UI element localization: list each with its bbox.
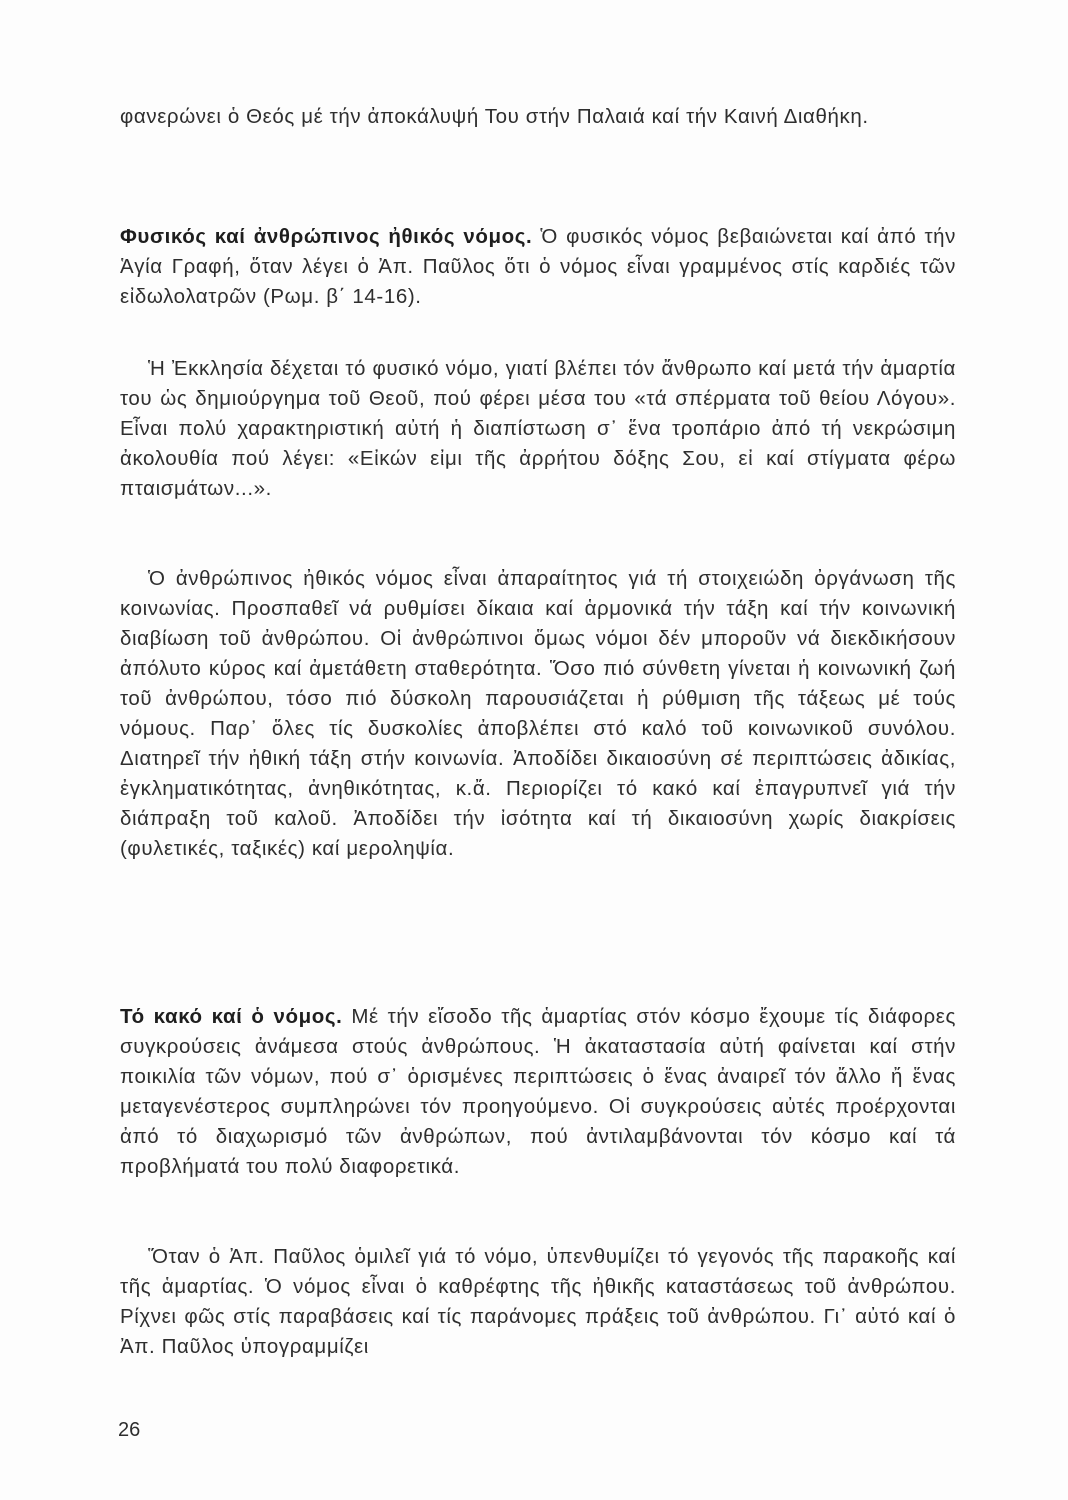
paragraph-continuation	[120, 102, 956, 132]
paragraph-human-law	[120, 564, 956, 864]
paragraph-church	[120, 354, 956, 504]
paragraph-natural-law	[120, 222, 956, 312]
paragraph-evil-and-law	[120, 1002, 956, 1182]
paragraph-text: Ὅταν ὁ Ἀπ. Παῦλος ὁμιλεῖ γιά τό νόμο, ὑπενθυμίζει τό γεγονός τῆς παρακοῆς καί τῆς ἁμαρτίας. Ὁ νόμος εἶναι ὁ καθρέφτης τῆς ἠθικῆς καταστάσεως τοῦ ἀνθρώπου. Ρίχνει φῶς στίς παραβάσεις καί τίς παράνομες πράξεις τοῦ ἀνθρώπου. Γι᾽ αὐτό καί ὁ Ἀπ. Παῦλος ὑπογραμμίζει	[120, 1245, 956, 1358]
paragraph-text: Ὁ ἀνθρώπινος ἠθικός νόμος εἶναι ἀπαραίτητος γιά τή στοιχειώδη ὀργάνωση τῆς κοινωνίας. Προσπαθεῖ νά ρυθμίσει δίκαια καί ἁρμονικά τήν τάξη καί τήν κοινωνική διαβίωση τοῦ ἀνθρώπου. Οἱ ἀνθρώπινοι ὅμως νόμοι δέν μποροῦν νά διεκδικήσουν ἀπόλυτο κύρος καί ἀμετάθετη σταθερότητα. Ὅσο πιό σύνθετη γίνεται ἡ κοινωνική ζωή τοῦ ἀνθρώπου, τόσο πιό δύσκολη παρουσιάζεται ἡ ρύθμιση τῆς τάξεως μέ τούς νόμους. Παρ᾽ ὅλες τίς δυσκολίες ἀποβλέπει στό καλό τοῦ κοινωνικοῦ συνόλου. Διατηρεῖ τήν ἠθική τάξη στήν κοινωνία. Ἀποδίδει δικαιοσύνη σέ περιπτώσεις ἀδικίας, ἐγκληματικότητας, ἀνηθικότητας, κ.ἄ. Περιορίζει τό κακό καί ἐπαγρυπνεῖ γιά τήν διάπραξη τοῦ καλοῦ. Ἀποδίδει τήν ἰσότητα καί τή δικαιοσύνη χωρίς διακρίσεις (φυλετικές, ταξικές) καί μεροληψία.	[120, 567, 956, 860]
paragraph-apostle-paul	[120, 1242, 956, 1362]
section-heading-evil-and-law: Τό κακό καί ὁ νόμος.	[120, 1005, 343, 1028]
paragraph-text: φανερώνει ὁ Θεός μέ τήν ἀποκάλυψή Του στήν Παλαιά καί τήν Καινή Διαθήκη.	[120, 105, 869, 128]
section-heading-natural-law: Φυσικός καί ἀνθρώπινος ἠθικός νόμος.	[120, 225, 533, 248]
paragraph-text: Μέ τήν εἴσοδο τῆς ἁμαρτίας στόν κόσμο ἔχουμε τίς διάφορες συγκρούσεις ἀνάμεσα στούς ἀνθρώπους. Ἡ ἀκαταστασία αὐτή φαίνεται καί στήν ποικιλία τῶν νόμων, πού σ᾽ ὁρισμένες περιπτώσεις ὁ ἕνας ἀναιρεῖ τόν ἄλλο ἤ ἕνας μεταγενέστερος συμπληρώνει τόν προηγούμενο. Οἱ συγκρούσεις αὐτές προέρχονται ἀπό τό διαχωρισμό τῶν ἀνθρώπων, πού ἀντιλαμβάνονται τόν κόσμο καί τά προβλήματά του πολύ διαφορετικά.	[120, 1005, 956, 1178]
paragraph-text: Ἡ Ἐκκλησία δέχεται τό φυσικό νόμο, γιατί βλέπει τόν ἄνθρωπο καί μετά τήν ἁμαρτία του ὡς δημιούργημα τοῦ Θεοῦ, πού φέρει μέσα του «τά σπέρματα τοῦ θείου Λόγου». Εἶναι πολύ χαρακτηριστική αὐτή ἡ διαπίστωση σ᾽ ἕνα τροπάριο ἀπό τή νεκρώσιμη ἀκολουθία πού λέγει: «Εἰκών εἰμι τῆς ἀρρήτου δόξης Σου, εἰ καί στίγματα φέρω πταισμάτων...».	[120, 357, 956, 500]
page-number: 26	[118, 1419, 141, 1441]
paragraph-text: Ὁ φυσικός νόμος βεβαιώνεται καί ἀπό τήν Ἁγία Γραφή, ὅταν λέγει ὁ Ἀπ. Παῦλος ὅτι ὁ νόμος εἶναι γραμμένος στίς καρδιές τῶν εἰδωλολατρῶν (Ρωμ. β΄ 14-16).	[120, 225, 957, 308]
